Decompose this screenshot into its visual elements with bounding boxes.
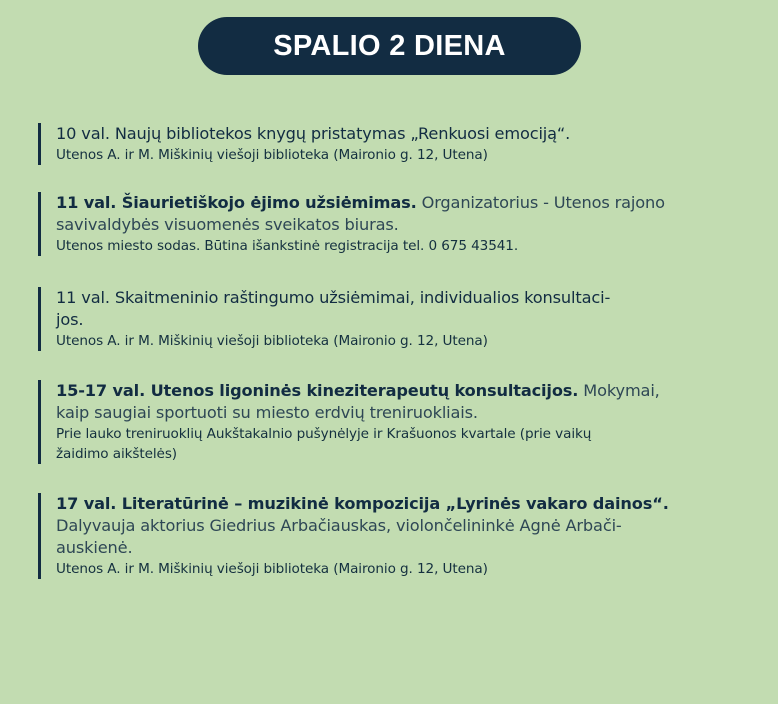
event-title-line [56, 123, 738, 145]
event-title-line [56, 287, 738, 309]
event-title: 10 val. Naujų bibliotekos knygų pristatymas „Renkuosi emociją“. [56, 124, 571, 143]
event-item-1 [38, 123, 738, 165]
event-description: savivaldybės visuomenės sveikatos biuras. [56, 215, 399, 234]
event-item-3 [38, 287, 738, 351]
event-title-line [56, 493, 738, 515]
event-item-5 [38, 493, 738, 579]
event-location: žaidimo aikštelės) [56, 446, 178, 462]
event-title: 17 val. Literatūrinė – muzikinė kompozicija „Lyrinės vakaro dainos“. [56, 494, 669, 513]
event-title: 11 val. Šiaurietiškojo ėjimo užsiėmimas. [56, 193, 417, 212]
event-location: Prie lauko treniruoklių Aukštakalnio pušynėlyje ir Krašuonos kvartale (prie vaikų [56, 426, 592, 442]
event-description-line [56, 537, 738, 559]
event-location: Utenos A. ir M. Miškinių viešoji biblioteka (Maironio g. 12, Utena) [56, 147, 488, 163]
event-description: auskienė. [56, 538, 133, 557]
day-header-pill [198, 17, 581, 75]
event-description: kaip saugiai sportuoti su miesto erdvių treniruokliais. [56, 403, 478, 422]
event-description: Mokymai, [578, 381, 660, 400]
event-title: 15-17 val. Utenos ligoninės kineziterapeutų konsultacijos. [56, 381, 579, 400]
event-description-line [56, 515, 738, 537]
event-description: Organizatorius - Utenos rajono [416, 193, 665, 212]
event-title-line [56, 380, 738, 402]
event-title: 11 val. Skaitmeninio raštingumo užsiėmimai, individualios konsultaci- [56, 288, 611, 307]
event-description-line [56, 402, 738, 424]
event-location: Utenos A. ir M. Miškinių viešoji biblioteka (Maironio g. 12, Utena) [56, 333, 488, 349]
event-location: Utenos A. ir M. Miškinių viešoji biblioteka (Maironio g. 12, Utena) [56, 561, 488, 577]
event-description: Dalyvauja aktorius Giedrius Arbačiauskas, violončelininkė Agnė Arbači- [56, 516, 622, 535]
event-location: Utenos miesto sodas. Būtina išankstinė registracija tel. 0 675 43541. [56, 238, 519, 254]
event-title: jos. [56, 310, 84, 329]
event-title-line [56, 309, 738, 331]
event-item-4 [38, 380, 738, 464]
event-description-line [56, 214, 738, 236]
day-header-title: SPALIO 2 DIENA [273, 29, 506, 62]
event-item-2 [38, 192, 738, 256]
event-title-line [56, 192, 738, 214]
